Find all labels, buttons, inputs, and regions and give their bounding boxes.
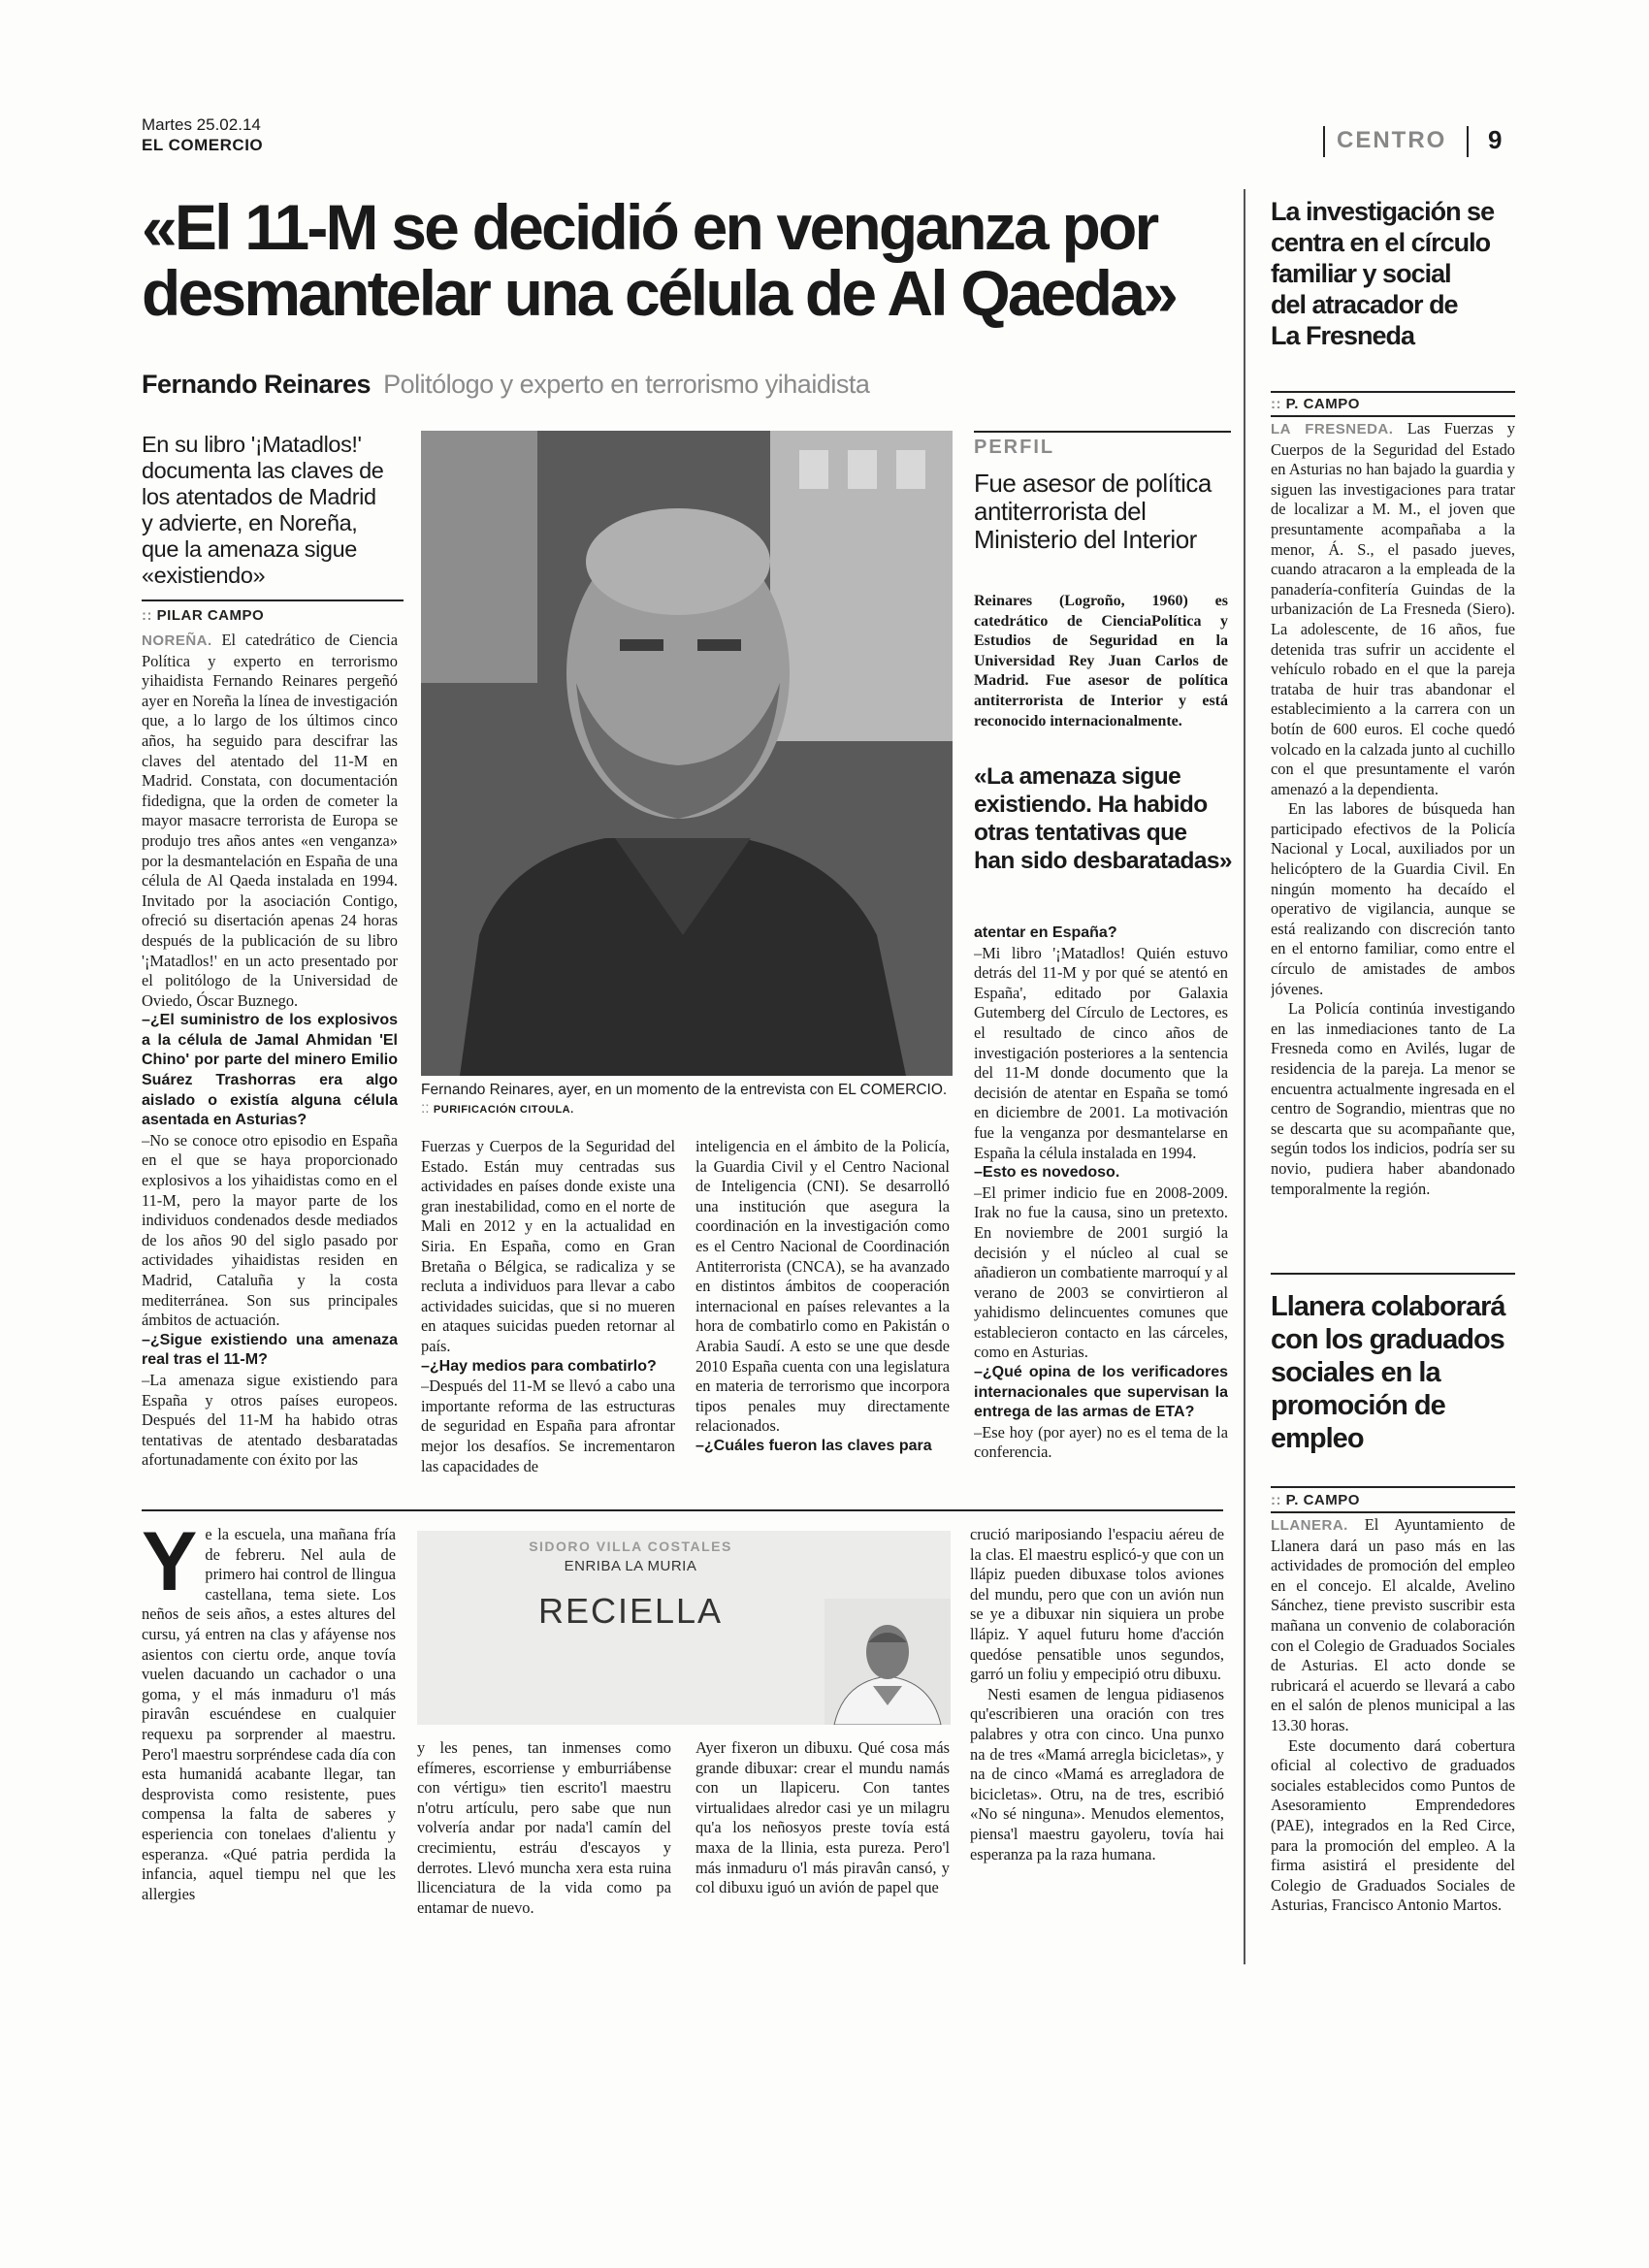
intro-deck	[142, 432, 404, 589]
side-headline-line: Llanera colaborará	[1271, 1291, 1505, 1322]
interview-answer: –Después del 11-M se llevó a cabo una importante reforma de las estructuras de seguridad en España para afrontar mejor los desafíos. Se incrementaron las capacidades de	[421, 1377, 675, 1475]
issue-date: Martes 25.02.14	[142, 115, 261, 134]
caption-credit: PURIFICACIÓN CITOULA.	[433, 1104, 574, 1116]
lead-city: NOREÑA.	[142, 632, 212, 649]
columnist-photo	[824, 1599, 951, 1725]
side-headline-line: promoción de	[1271, 1390, 1445, 1421]
column-series: ENRIBA LA MURIA	[564, 1558, 697, 1574]
caption-marker: ::	[421, 1100, 434, 1117]
side-headline-line: con los graduados	[1271, 1324, 1504, 1355]
interview-answer: Fuerzas y Cuerpos de la Seguridad del Estado. Están muy centradas sus actividades en países donde existe una gran inestabilidad, como en el norte de Mali en 2012 y en la actualidad en Siria. En España, como en Gran Bretaña o Bélgica, se radicaliza y se recluta a individuos para llevar a cabo actividades suicidas, que si no mueren en ataques suicidas pueden retornar al país.	[421, 1137, 675, 1355]
side2-rule	[1271, 1486, 1515, 1488]
intro-line: los atentados de Madrid	[142, 484, 376, 509]
newspaper-name: EL COMERCIO	[142, 136, 264, 154]
interview-question: –¿Sigue existiendo una amenaza real tras el 11-M?	[142, 1331, 398, 1369]
column-paragraph: Nesti esamen de lengua pidiasenos qu'escribieren una oración con tres palabres y otra con cinco. Una punxo na de tres «Mamá arregla bicicletas», y na de cinco «Mamá es arregladora de bicicletas». Otru, na de tres, escribió «No sé ninguna». Menudos elementos, piensa'l maestru gayoleru, tovía hai esperanza pa la raza humana.	[970, 1684, 1224, 1863]
interview-question: –¿Qué opina de los verificadores internacionales que supervisan la entrega de las armas de ETA?	[974, 1364, 1228, 1421]
byline-author: P. CAMPO	[1285, 396, 1360, 412]
column-paragraph: crució mariposiando l'espaciu aéreu de la clas. El maestru esplicó-y que con un llápiz pueden dibuxase tolos aviones del mundu, pero que con un avión nun se ye a dibuxar nin siquiera un probe llápiz. Y aquel futuru home d'acción quedóse pensatible unos segundos, garró un foliu y empecipió otru dibuxu.	[970, 1525, 1224, 1684]
column-text-4	[970, 1525, 1224, 1932]
perfil-title-line: antiterrorista del	[974, 497, 1147, 526]
interview-answer: –No se conoce otro episodio en España en el que se haya proporcionado explosivos a los yihaidistas como en el 11-M, pero la mayor parte de los individuos condenados desde mediados de los años 90 del siglo pasado por actividades yihaidistas residen en Madrid, Cataluña y la costa mediterránea. Son sus principales ámbitos de actuación.	[142, 1130, 398, 1330]
perfil-text: Reinares (Logroño, 1960) es catedrático de CienciaPolítica y Estudios de Seguridad en la Universidad Rey Juan Carlos de Madrid. Fue asesor de política antiterrorista de Interior y está reconocido internacionalmente.	[974, 593, 1228, 729]
interviewee-line	[142, 370, 869, 400]
interview-question: –¿Hay medios para combatirlo?	[421, 1357, 657, 1375]
interview-question: –Esto es novedoso.	[974, 1164, 1120, 1182]
side-headline-1	[1271, 196, 1518, 351]
perfil-title-line: Fue asesor de política	[974, 469, 1212, 498]
main-headline	[142, 191, 1177, 329]
side2-top-rule	[1271, 1273, 1515, 1275]
article-column-1	[142, 631, 398, 1474]
side1-rule	[1271, 391, 1515, 393]
byline-side1	[1271, 396, 1360, 412]
side-headline-line: centra en el círculo	[1271, 228, 1491, 257]
article-column-4	[974, 923, 1228, 1476]
interview-answer: –El primer indicio fue en 2008-2009. Irak no fue la causa, sino un pretexto. En noviembre de 2001 surgió la decisión y el núcleo al cual se añadieron un combatiente marroquí y al verano de 2003 se convirtieron al yahidismo delincuentes comunes que establecieron contacto en las cárceles, como en Asturias.	[974, 1183, 1228, 1362]
interview-question: atentar en España?	[974, 924, 1117, 941]
byline-author: P. CAMPO	[1285, 1492, 1360, 1508]
byline-main	[142, 607, 264, 624]
photo-caption	[421, 1081, 953, 1119]
perfil-rule	[974, 431, 1231, 433]
body-paragraph: El catedrático de Ciencia Política y experto en terrorismo yihaidista Fernando Reinares pergeñó ayer en Noreña la línea de investigación que, a lo largo de los últimos cinco años, ha seguido para descifrar las claves del atentado del 11-M en Madrid. Constata, con documentación fidedigna, que la orden de cometer la mayor masacre terrorista de Europa se produjo tres años antes «en venganza» por la desmantelación en España de una célula de Al Qaeda instalada en 1994. Invitado por la asociación Contigo, ofreció su disertación apenas 24 horas después de la publicación de su libro '¡Matadlos!' en un acto presentado por el politólogo de la Universidad de Oviedo, Óscar Buznego.	[142, 631, 398, 1010]
perfil-title	[974, 470, 1236, 554]
article-column-3	[695, 1137, 950, 1476]
column-text-2: y les penes, tan inmenses como efímeres, escorriense y emburriábense con vértigu» tien escrito'l maestru n'otru artículu, pero sabe que nun volvería andar por nada'l camín del crecimientu, estráu d'escayos y derrotes. Llevó muncha xera esta ruina llicenciatura de la vida como pa entamar de nuevo.	[417, 1738, 671, 1917]
column-text-1	[142, 1525, 396, 1932]
byline-side2	[1271, 1492, 1360, 1508]
column-header-box	[417, 1531, 951, 1725]
intro-line: que la amenaza sigue	[142, 536, 357, 562]
interviewee-photo	[421, 431, 953, 1076]
interview-question: –¿El suministro de los explosivos a la célula de Jamal Ahmidan 'El Chino' por parte del minero Emilio Suárez Trashorras era algo aislado o existía alguna célula asentada en Asturias?	[142, 1012, 398, 1129]
pull-quote-line: otras tentativas que	[974, 820, 1187, 846]
body-paragraph: Las Fuerzas y Cuerpos de la Seguridad del Estado en Asturias no han bajado la guardia y siguen las investigaciones para tratar de localizar a M. M., el joven que presuntamente acompañaba a la menor, Á. S., el pasado jueves, cuando atracaron a la empleada de la panadería-confitería Guindas de la urbanización de La Fresneda (Siero). La adolescente, de 16 años, fue detenida tras sufrir un accidente el vehículo robado en el que la pareja trataba de huir tras abandonar el establecimiento a la carrera con un botín de 600 euros. El coche quedó volcado en la calzada junto al cuchillo con el que presuntamente el varón amenazó a la dependienta.	[1271, 419, 1515, 798]
interview-answer: –Ese hoy (por ayer) no es el tema de la conferencia.	[974, 1422, 1228, 1462]
interview-question: –¿Cuáles fueron las claves para	[695, 1437, 932, 1454]
page-number: 9	[1488, 125, 1503, 154]
drop-cap: Y	[142, 1525, 198, 1608]
intro-line: «existiendo»	[142, 563, 266, 588]
side-headline-line: familiar y social	[1271, 259, 1451, 288]
column-title: RECIELLA	[537, 1591, 724, 1631]
caption-text: Fernando Reinares, ayer, en un momento de la entrevista con EL COMERCIO.	[421, 1082, 948, 1098]
side2-rule-2	[1271, 1511, 1515, 1513]
side-article-2-text	[1271, 1515, 1515, 1952]
column-paragraph: e la escuela, una mañana fría de febreru. Nel aula de primero hai control de llingua castellana, tema siete. Los neños de seis años, a estes altures del cursu, yá entren na clas y afáyense nos asientos con ciertu orde, anque tovía vuelen dacuando un cachador o una goma, y el más inmaduru o'l más piravân escuéndese en cualquier requexu pa sorprender al maestru. Pero'l maestru sorpréndese cada día con esta humanidá acabante llegar, tan desprovista como resistente, pues compensa la falta de saberes y esperiencia con tonelaes d'alientu y esperanza. «Qué patria perdida la infancia, aquel tiempu nel que les allergies	[142, 1525, 396, 1903]
headline-line-2: desmantelar una célula de Al Qaeda»	[142, 257, 1177, 329]
side-headline-line: La Fresneda	[1271, 321, 1415, 350]
section-label: CENTRO	[1337, 127, 1447, 153]
side1-rule-2	[1271, 415, 1515, 417]
body-paragraph: Este documento dará cobertura oficial al colectivo de graduados sociales establecidos como Puntos de Asesoramiento Emprendedores (PAE), integrados en la Red Circe, para la promoción del empleo. A la firma asistirá el presidente del Colegio de Graduados Sociales de Asturias, Francisco Antonio Martos.	[1271, 1735, 1515, 1915]
interview-answer: –Mi libro '¡Matadlos! Quién estuvo detrás del 11-M y por qué se atentó en España', editado por Galaxia Gutemberg del Círculo de Lectores, es el resultado de cinco años de investigación posteriores a la sentencia del 11-M donde documento que la decisión de atentar en España se tomó en diciembre de 2001. La motivación fue la venganza por desmantelarse en España la célula instalada en 1994.	[974, 943, 1228, 1162]
pull-quote-line: «La amenaza sigue	[974, 763, 1181, 790]
header-divider	[1323, 126, 1325, 157]
side-headline-line: del atracador de	[1271, 290, 1458, 319]
headline-line-1: «El 11-M se decidió en venganza por	[142, 191, 1157, 263]
byline-author: PILAR CAMPO	[156, 607, 265, 624]
body-paragraph: La Policía continúa investigando en las inmediaciones tanto de La Fresneda como en Avilés, lugar de residencia de la pareja. La menor se encuentra actualmente ingresada en el centro de Sograndio, mientras que no se descarta que su acompañante que, según todos los indicios, podría ser su novio, pudiera haber abandonado temporalmente la región.	[1271, 999, 1515, 1198]
side-article-1-text	[1271, 419, 1515, 1244]
perfil-label: PERFIL	[974, 437, 1055, 458]
interview-answer: –La amenaza sigue existiendo para España y otros países europeos. Después del 11-M ha habido otras tentativas de atentado desbaratadas afortunadamente con éxito por las	[142, 1370, 398, 1470]
intro-line: En su libro '¡Matadlos!'	[142, 432, 362, 457]
side-headline-line: empleo	[1271, 1423, 1364, 1454]
column-text-3: Ayer fixeron un dibuxu. Qué cosa más grande dibuxar: crear el mundu namás con un llapiceru. Con tantes virtualidaes alredor casi ye un milagru qu'a los neñosyos preste tovía está maxa de la llinia, esta pureza. Pero'l más inmaduru o'l más piravân cansó, y col dibuxu iguó un avión de papel que	[695, 1738, 950, 1897]
portrait-illustration	[421, 431, 953, 1076]
interviewee-name: Fernando Reinares	[142, 370, 372, 399]
column-section-rule	[142, 1509, 1223, 1511]
intro-line: documenta las claves de	[142, 458, 384, 483]
byline-marker: ::	[142, 607, 157, 624]
side-headline-2	[1271, 1290, 1518, 1455]
side-headline-line: La investigación se	[1271, 197, 1495, 226]
pull-quote	[974, 762, 1241, 875]
header-divider-2	[1467, 126, 1469, 157]
column-rule	[1244, 189, 1245, 1964]
body-paragraph: En las labores de búsqueda han participado efectivos de la Policía Nacional y Local, auxiliados por un helicóptero de la Guardia Civil. En ningún momento ha decaído el operativo de vigilancia, aunque se está realizando con discreción tanto en el entorno familiar, como entre el círculo de amistades de ambos jóvenes.	[1271, 799, 1515, 998]
interview-answer: inteligencia en el ámbito de la Policía, la Guardia Civil y el Centro Nacional de Inteligencia (CNI). Se desarrolló una institución que asegura la coordinación en la investigación como es el Centro Nacional de Coordinación Antiterrorista (CNCA), se ha avanzado en distintos ámbitos de cooperación internacional en países relevantes a la hora de combatirlo como en Pakistán o Arabia Saudí. A esto se une que desde 2010 España cuenta con una legislatura en materia de terrorismo que incorpora tipos penales muy directamente relacionados.	[695, 1137, 950, 1436]
intro-rule	[142, 599, 404, 601]
byline-marker: ::	[1271, 396, 1286, 412]
intro-line: y advierte, en Noreña,	[142, 510, 358, 535]
lead-city: LA FRESNEDA.	[1271, 421, 1394, 437]
side-headline-line: sociales en la	[1271, 1357, 1440, 1388]
body-paragraph: El Ayuntamiento de Llanera dará un paso más en las actividades de promoción del empleo en el concejo. El alcalde, Avelino Sánchez, tiene previsto suscribir esta mañana un convenio de colaboración con el Colegio de Graduados Sociales de Asturias. El acto donde se rubricará el acuerdo se llevará a cabo en el salón de plenos municipal a las 13.30 horas.	[1271, 1515, 1515, 1734]
byline-marker: ::	[1271, 1492, 1286, 1508]
lead-city: LLANERA.	[1271, 1517, 1348, 1534]
perfil-title-line: Ministerio del Interior	[974, 525, 1197, 554]
pull-quote-line: existiendo. Ha habido	[974, 792, 1208, 818]
column-author: SIDORO VILLA COSTALES	[529, 1539, 732, 1554]
interviewee-role: Politólogo y experto en terrorismo yihaidista	[383, 370, 870, 399]
pull-quote-line: han sido desbaratadas»	[974, 848, 1232, 874]
article-column-2	[421, 1137, 675, 1476]
